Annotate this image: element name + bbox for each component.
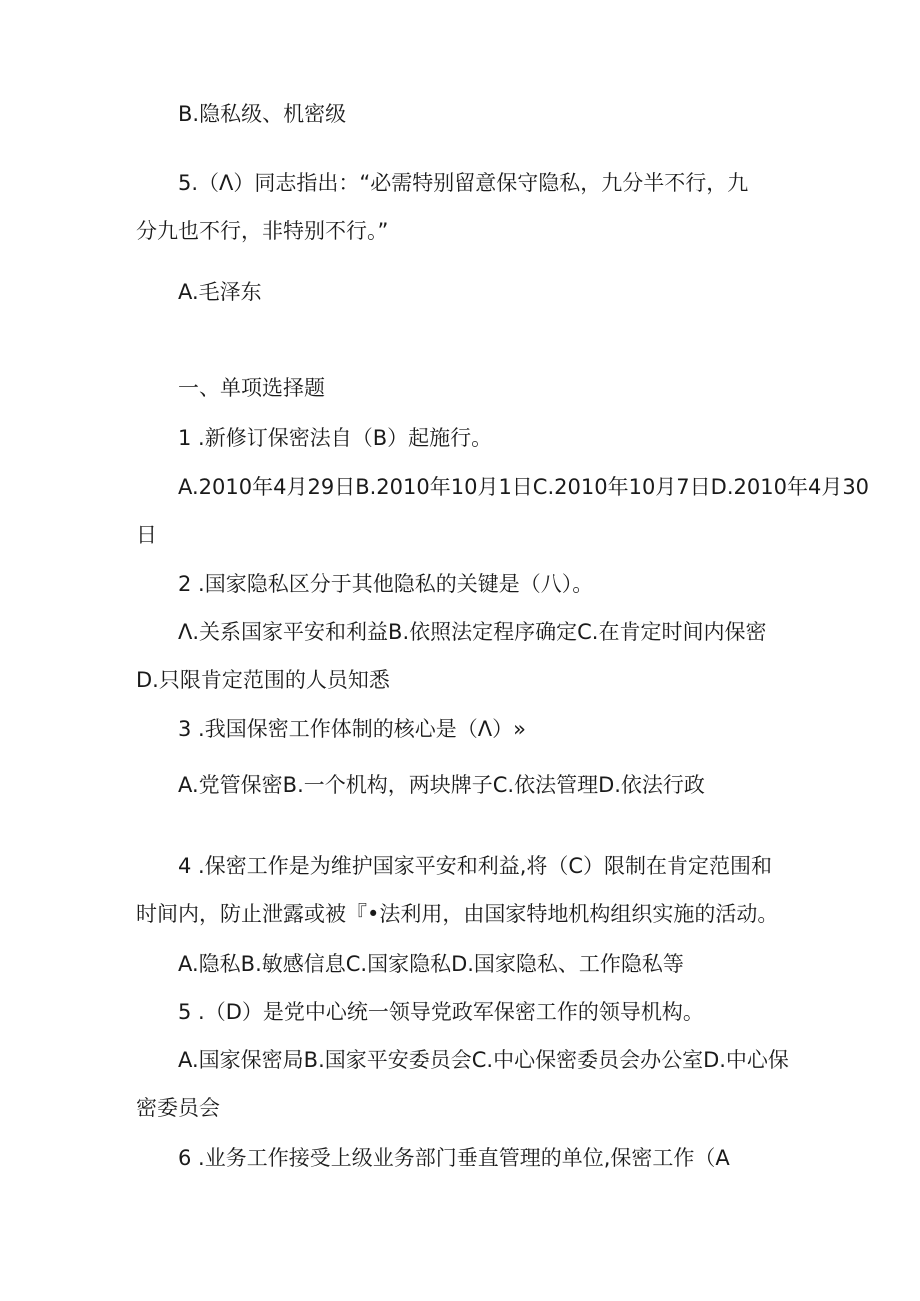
prev-question-5-line-1: 5.（Λ）同志指出：“必需特别留意保守隐私，九分半不行，九: [178, 171, 749, 195]
prev-option-b: B.隐私级、机密级: [178, 102, 347, 126]
question-1-options-line-1: A.2010年4月29日B.2010年10月1日C.2010年10月7日D.2010年4月30: [178, 475, 870, 499]
question-2-options-line-1: Λ.关系国家平安和利益B.依照法定程序确定C.在肯定时间内保密: [178, 620, 767, 644]
prev-question-5-line-2: 分九也不行，非特别不行。”: [136, 219, 389, 243]
question-3-stem: 3 .我国保密工作体制的核心是（Λ）»: [178, 717, 526, 741]
question-2-stem: 2 .国家隐私区分于其他隐私的关键是（八）。: [178, 572, 594, 596]
question-4-options: A.隐私B.敏感信息C.国家隐私D.国家隐私、工作隐私等: [178, 952, 684, 976]
question-2-options-line-2: D.只限肯定范围的人员知悉: [136, 668, 390, 692]
question-1-stem: 1 .新修订保密法自（B）起施行。: [178, 426, 493, 450]
prev-question-5-answer: A.毛泽东: [178, 280, 262, 304]
question-5-stem: 5 .（D）是党中心统一领导党政军保密工作的领导机构。: [178, 1000, 704, 1024]
question-4-stem-line-2: 时间内，防止泄露或被『•法利用，由国家特地机构组织实施的活动。: [136, 902, 779, 926]
question-4-stem-line-1: 4 .保密工作是为维护国家平安和利益,将（C）限制在肯定范围和: [178, 854, 773, 878]
section-title: 一、单项选择题: [178, 376, 325, 400]
question-5-options-line-2: 密委员会: [136, 1096, 220, 1120]
question-1-options-line-2: 日: [136, 523, 157, 547]
question-6-stem: 6 .业务工作接受上级业务部门垂直管理的单位,保密工作（A: [178, 1146, 730, 1170]
question-3-options: A.党管保密B.一个机构，两块牌子C.依法管理D.依法行政: [178, 773, 705, 797]
question-5-options-line-1: A.国家保密局B.国家平安委员会C.中心保密委员会办公室D.中心保: [178, 1048, 789, 1072]
